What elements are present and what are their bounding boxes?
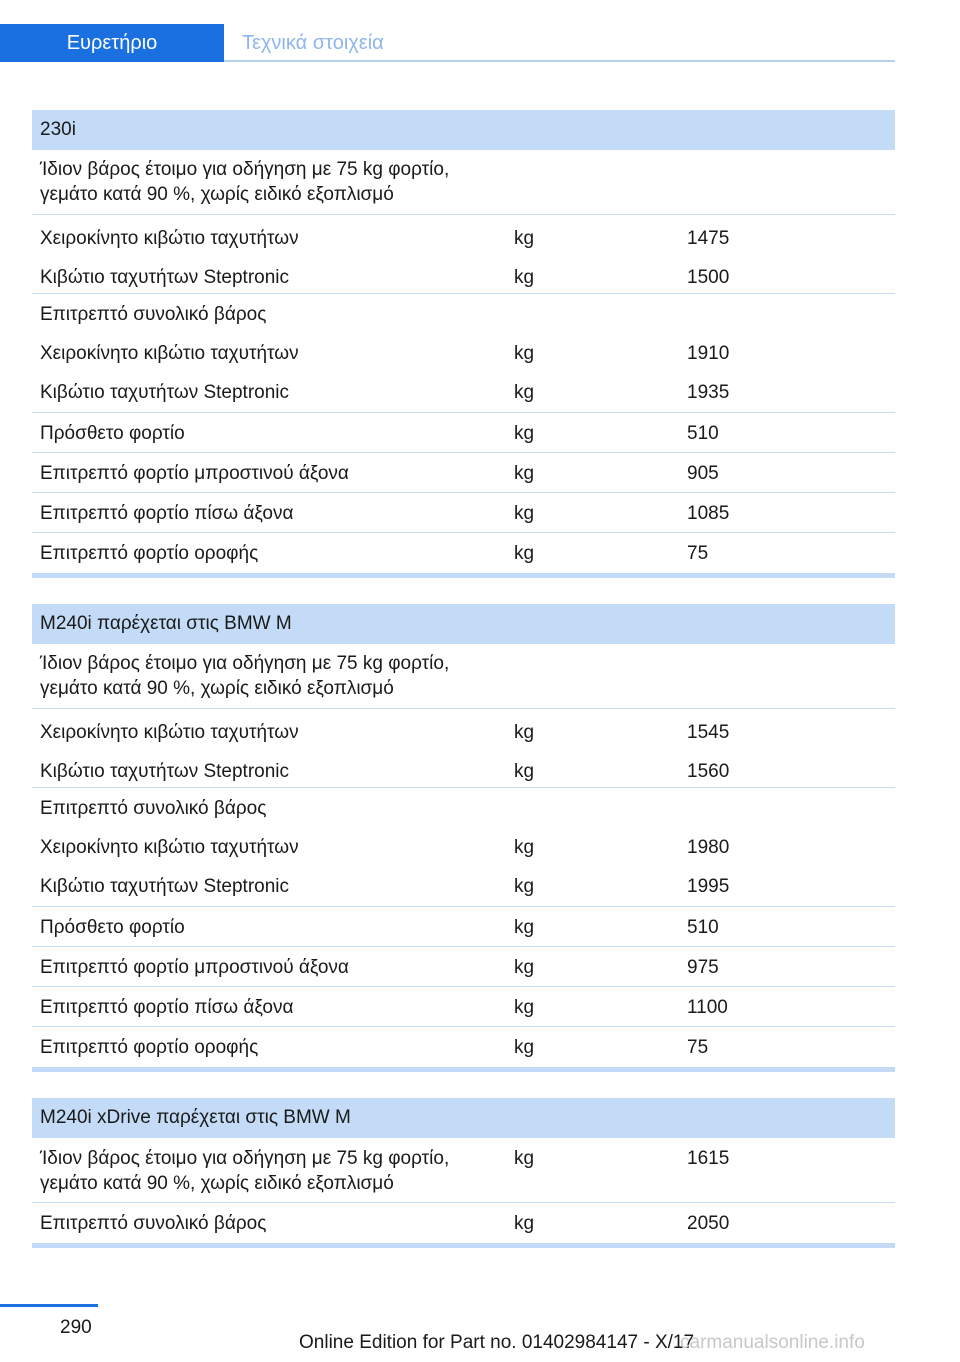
row-label: Χειροκίνητο κιβώτιο ταχυτήτων <box>40 837 299 858</box>
table-title: M240i παρέχεται στις BMW M <box>32 604 895 644</box>
row-value: 75 <box>687 543 709 564</box>
row-label: Κιβώτιο ταχυτήτων Steptronic <box>40 761 290 782</box>
row-unit: kg <box>514 382 535 403</box>
row-value: 2050 <box>687 1213 730 1234</box>
row-unit: kg <box>514 876 535 897</box>
row-unit: kg <box>514 837 535 858</box>
row-value: 975 <box>687 957 719 978</box>
row-unit: kg <box>514 997 535 1018</box>
spec-table-230i <box>32 110 895 578</box>
row-label: Πρόσθετο φορτίο <box>40 917 185 938</box>
row-label: Ίδιον βάρος έτοιμο για οδήγηση με 75 kg φορτίο, <box>40 653 450 674</box>
table-row <box>32 453 895 493</box>
row-value: 510 <box>687 917 719 938</box>
row-value: 1910 <box>687 343 730 364</box>
spec-table-m240i <box>32 604 895 1072</box>
spec-table-m240i-xdrive <box>32 1098 895 1248</box>
row-label: Επιτρεπτό συνολικό βάρος <box>40 1213 267 1234</box>
table-row <box>32 413 895 453</box>
table-bottom-rule <box>32 573 895 578</box>
row-label: Ίδιον βάρος έτοιμο για οδήγηση με 75 kg φορτίο, <box>40 1148 450 1169</box>
row-label: Κιβώτιο ταχυτήτων Steptronic <box>40 876 290 897</box>
row-value: 1935 <box>687 382 730 403</box>
edition-info: Online Edition for Part no. 01402984147 - X/17 <box>299 1332 695 1353</box>
row-label: Χειροκίνητο κιβώτιο ταχυτήτων <box>40 343 299 364</box>
row-label: Επιτρεπτό φορτίο πίσω άξονα <box>40 503 294 524</box>
table-row <box>32 1138 895 1203</box>
tab-index[interactable]: Ευρετήριο <box>0 24 224 62</box>
table-row <box>32 788 895 828</box>
table-row <box>32 748 895 788</box>
row-unit: kg <box>514 917 535 938</box>
table-row <box>32 493 895 533</box>
row-value: 1500 <box>687 267 730 288</box>
table-row <box>32 987 895 1027</box>
table-row <box>32 1203 895 1243</box>
table-title: M240i xDrive παρέχεται στις BMW M <box>32 1098 895 1138</box>
row-label: Χειροκίνητο κιβώτιο ταχυτήτων <box>40 722 299 743</box>
row-value: 1085 <box>687 503 730 524</box>
row-label-continued: γεμάτο κατά 90 %, χωρίς ειδικό εξοπλισμό <box>40 678 394 699</box>
page-number: 290 <box>60 1317 92 1338</box>
row-label: Χειροκίνητο κιβώτιο ταχυτήτων <box>40 228 299 249</box>
row-value: 1615 <box>687 1148 730 1169</box>
row-unit: kg <box>514 761 535 782</box>
table-row <box>32 907 895 947</box>
table-row <box>32 533 895 573</box>
table-row <box>32 254 895 294</box>
table-row <box>32 1027 895 1067</box>
row-value: 905 <box>687 463 719 484</box>
row-label: Επιτρεπτό φορτίο οροφής <box>40 543 259 564</box>
table-row <box>32 294 895 334</box>
row-value: 1100 <box>687 997 728 1018</box>
table-row <box>32 644 895 709</box>
table-row <box>32 947 895 987</box>
top-navigation <box>0 0 960 62</box>
row-unit: kg <box>514 722 535 743</box>
row-unit: kg <box>514 228 535 249</box>
row-value: 510 <box>687 423 719 444</box>
row-value: 1560 <box>687 761 730 782</box>
row-label: Επιτρεπτό φορτίο μπροστινού άξονα <box>40 463 349 484</box>
row-unit: kg <box>514 543 535 564</box>
row-value: 1475 <box>687 228 730 249</box>
table-row <box>32 867 895 907</box>
table-row <box>32 709 895 748</box>
row-label: Πρόσθετο φορτίο <box>40 423 185 444</box>
row-unit: kg <box>514 267 535 288</box>
table-row <box>32 150 895 215</box>
table-row <box>32 373 895 413</box>
row-label: Ίδιον βάρος έτοιμο για οδήγηση με 75 kg φορτίο, <box>40 159 450 180</box>
footer-accent-line <box>0 1304 98 1307</box>
row-label-continued: γεμάτο κατά 90 %, χωρίς ειδικό εξοπλισμό <box>40 1173 394 1194</box>
row-label: Επιτρεπτό συνολικό βάρος <box>40 304 267 325</box>
nav-divider <box>224 60 895 62</box>
table-row <box>32 215 895 254</box>
row-label: Επιτρεπτό φορτίο πίσω άξονα <box>40 997 294 1018</box>
row-label: Κιβώτιο ταχυτήτων Steptronic <box>40 382 290 403</box>
row-label-continued: γεμάτο κατά 90 %, χωρίς ειδικό εξοπλισμό <box>40 184 394 205</box>
row-unit: kg <box>514 503 535 524</box>
row-value: 1545 <box>687 722 730 743</box>
table-bottom-rule <box>32 1243 895 1248</box>
row-unit: kg <box>514 343 535 364</box>
row-unit: kg <box>514 1148 535 1169</box>
row-value: 1980 <box>687 837 730 858</box>
row-label: Επιτρεπτό συνολικό βάρος <box>40 798 267 819</box>
row-unit: kg <box>514 463 535 484</box>
row-label: Επιτρεπτό φορτίο οροφής <box>40 1037 259 1058</box>
watermark: carmanualsonline.info <box>680 1332 865 1353</box>
row-value: 1995 <box>687 876 730 897</box>
row-unit: kg <box>514 1213 535 1234</box>
row-unit: kg <box>514 423 535 444</box>
row-value: 75 <box>687 1037 709 1058</box>
table-row <box>32 828 895 867</box>
row-label: Κιβώτιο ταχυτήτων Steptronic <box>40 267 290 288</box>
tab-technical-data[interactable]: Τεχνικά στοιχεία <box>242 31 384 54</box>
table-title: 230i <box>32 110 895 150</box>
row-unit: kg <box>514 957 535 978</box>
row-label: Επιτρεπτό φορτίο μπροστινού άξονα <box>40 957 349 978</box>
row-unit: kg <box>514 1037 535 1058</box>
table-row <box>32 334 895 373</box>
table-bottom-rule <box>32 1067 895 1072</box>
